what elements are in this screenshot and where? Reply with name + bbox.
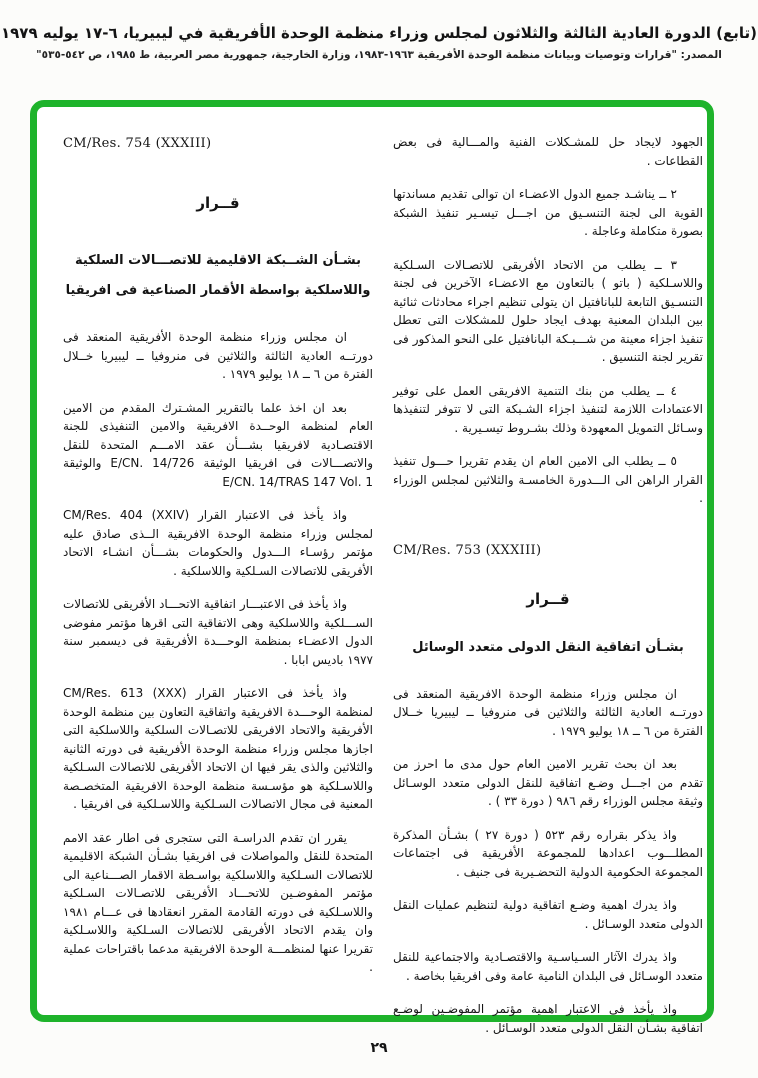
two-column-layout: [37, 107, 707, 1035]
resolution-title: [393, 633, 703, 663]
resolution-title: [63, 246, 373, 306]
paragraph: ٣ ــ يطلب من الاتحاد الأفريقى للاتصـالات السـلكية واللاسـلكية ( باتو ) بالتعاون مع الاعضـاء الآخرين فى لجنة التنسـيق التابعة للبانافتيل ان يتولى تنظيم اجراء محادثات ثنائية بين البلدان المعنية بهدف ايجاد حلول للمشكلات التى تعطل تنفيذ اجزاء معينة من شـــبـكة البانافتيل على النحو المذكور فى تقرير لجنة التنسيق .: [393, 257, 703, 364]
paragraph: ٤ ــ يطلب من بنك التنمية الافريقى العمل على توفير الاعتمادات اللازمة لتنفيذ اجزاء الشـبكة التى لا تتوفر لتنفيذها وسـائل التمويل المعهودة وذلك بشـروط تيسـيرية .: [393, 383, 703, 435]
session-title: (تابع) الدورة العادية الثالثة والثلاثون لمجلس وزراء منظمة الوحدة الأفريقية في ليبيريا، ٦-١٧ يوليه ١٩٧٩: [1, 24, 757, 42]
decision-heading: قــرار: [526, 590, 570, 608]
left-column: [63, 133, 373, 1005]
resolution-title-line: بشـأن اتفاقية النقل الدولى متعدد الوسائل: [412, 639, 684, 655]
paragraph: واذ يأخذ فى الاعتبار القرار CM/Res. 404 (XXIV) لمجلس وزراء منظمة الوحدة الافريقية الــذى صادق عليه مؤتمر رؤسـاء الـــدول والحكومات بشـــأن انشـاء الاتحاد الأفريقى للاتصالات السـلكية واللاسلكية .: [63, 508, 373, 578]
page-number: ٢٩: [370, 1040, 388, 1056]
paragraph: ٥ ــ يطلب الى الامين العام ان يقدم تقريرا حـــول تنفيذ القرار الراهن الى الـــدورة الخامسـة والثلاثين لمجلس الوزراء .: [393, 454, 703, 505]
right-column: [393, 133, 703, 1035]
page-header: [0, 24, 758, 61]
resolution-title-line: واللاسلكية بواسطة الأقمار الصناعية فى افريقيا: [65, 283, 371, 298]
resolution-ref: CM/Res. 753 (XXXIII): [393, 542, 542, 558]
paragraph: واذ يذكر بقراره رقم ٥٢٣ ( دورة ٢٧ ) بشـأن المذكرة المطلـــوب اعدادها للمجموعة الأفريقية فى اجتماعات المجموعة الحكومية الدولية التحضـيرية فى جنيف .: [393, 827, 703, 879]
paragraph: واذ يأخذ فى الاعتبار اهمية مؤتمر المفوضـين لوضـع اتفاقية بشـأن النقل الدولى متعدد الوسـائل .: [393, 1002, 703, 1035]
content-frame: [30, 100, 714, 1035]
paragraph: الجهود لايجاد حل للمشـكلات الفنية والمـــالية فى بعض القطاعات .: [393, 135, 703, 168]
paragraph: واذ يدرك اهمية وضـع اتفاقية دولية لتنظيم عمليات النقل الدولى متعدد الوسـائل .: [393, 898, 703, 931]
source-citation: المصدر: "قرارات وتوصيات وبيانات منظمة الوحدة الأفريقية ١٩٦٣-١٩٨٣، وزارة الخارجية، جمهورية مصر العربية، ط ١٩٨٥، ص ٥٤٢-٥٣٥": [36, 49, 722, 61]
paragraph: ٢ ــ يناشـد جميع الدول الاعضـاء ان توالى تقديم مساندتها القوية الى لجنة التنسـيق من اجـــل تيسـير تنفيذ الشبكة بصورة متكاملة وعاجلة .: [393, 187, 703, 238]
paragraph: بعد ان بحث تقرير الامين العام حول مدى ما احرز من تقدم من اجـــل وضـع اتفاقية للنقل الدولى متعدد الوسـائل وثيقة مجلس الوزراء رقم ٩٨٦ ( دورة ٣٣ ) .: [393, 757, 703, 808]
paragraph: واذ يدرك الآثار السـياسـية والاقتصـادية والاجتماعية للنقل متعدد الوسـائل فى البلدان النامية عامة وفى افريقيا بخاصة .: [393, 950, 703, 983]
paragraph: واذ يأخذ فى الاعتبار القرار CM/Res. 613 (XXX) لمنظمة الوحـــدة الافريقية واتفاقية التعاون بين منظمة الوحدة الأفريقية والاتحاد الافريقى للاتصـالات السلكية واللاسلكية التى اجازها مجلس وزراء منظمة الوحدة الأفريقية فى دورته الثانية والثلاثين والذى يقر فيها ان الاتحاد الأفريقى للاتصالات السـلكية واللاسـلكية هو مؤسـسة منظمة الوحدة الافريقية المتخصـصة المعنية فى مجال الاتصالات السـلكية واللاسـلكية فى افريقيا .: [63, 686, 373, 811]
paragraph: واذ يأخذ فى الاعتبـــار اتفاقية الاتحـــاد الأفريقى للاتصالات الســـلكية واللاسلكية وهى الاتفاقية التى اقرها مؤتمر مفوضى الدول الاعضـاء بمنظمة الوحـــدة الأفريقية فى ديسمبر سنة ١٩٧٧ باديس ابابا .: [63, 597, 373, 667]
decision-heading: قــرار: [196, 193, 240, 212]
resolution-ref: CM/Res. 754 (XXXIII): [63, 136, 212, 151]
paragraph: يقرر ان تقدم الدراسـة التى ستجرى فى اطار عقد الامم المتحدة للنقل والمواصلات فى افريقيا بشـأن الشبكة الاقليمية للاتصالات السـلكية واللاسلكية بواسـطة الاقمار الصـــناعية الى مؤتمر المفوضـين للاتحـــاد الأفريقى للاتصـالات السـلكية واللاسـلكية فى دورته القادمة المقرر انعقادها فى عـــام ١٩٨١ وان يقدم الاتحاد الأفريقى للاتصالات السـلكية واللاسـلكية تقريرا عنها لمنظمـــة الوحدة الافريقية مدعما باقتراحات عملية .: [63, 830, 373, 974]
paragraph: ان مجلس وزراء منظمة الوحدة الأفريقية المنعقد فى دورتــه العادية الثالثة والثلاثين فى منروفيا ــ ليبيريا خــلال الفترة من ٦ ــ ١٨ يوليو ١٩٧٩ .: [63, 330, 373, 381]
paragraph: ان مجلس وزراء منظمة الوحدة الافريقية المنعقد فى دورتــه العادية الثالثة والثلاثين فى منروفيا ــ ليبيريا خــلال الفترة من ٦ ــ ١٨ يوليو ١٩٧٩ .: [393, 686, 703, 738]
resolution-title-line: بشـأن الشــبكة الاقليمية للاتصـــالات السلكية: [74, 253, 362, 268]
paragraph: بعد ان اخذ علما بالتقرير المشـترك المقدم من الامين العام لمنظمة الوحــدة الافريقية والامين التنفيذى للجنة الاقتصـادية لافريقيا بشـــأن عقد الامـــم المتحدة للنقل والاتصـــالات فى افريقيا الوثيقة E/CN. 14/726 والوثيقة E/CN. 14/TRAS 147 Vol. 1: [63, 400, 374, 489]
